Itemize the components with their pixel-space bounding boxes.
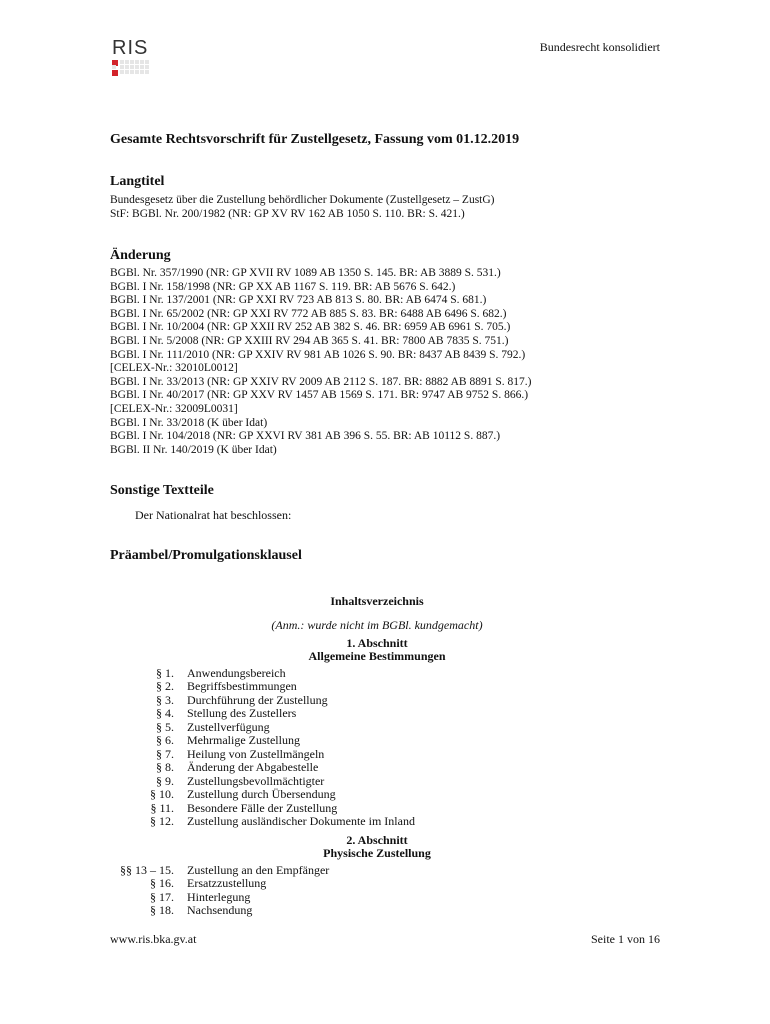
aenderung-heading: Änderung [110, 248, 171, 263]
langtitel-line: Bundesgesetz über die Zustellung behördlicher Dokumente (Zustellgesetz – ZustG) [110, 194, 495, 206]
logo-square [120, 65, 124, 69]
toc-entry-text: Mehrmalige Zustellung [187, 733, 300, 748]
toc-entry [110, 775, 415, 788]
toc-entry-text: Ersatzzustellung [187, 876, 267, 891]
header-label: Bundesrecht konsolidiert [539, 40, 660, 54]
toc-entry [110, 694, 415, 707]
aenderung-line: BGBl. I Nr. 65/2002 (NR: GP XXI RV 772 AB 885 S. 83. BR: 6488 AB 6496 S. 682.) [110, 307, 507, 320]
logo-square [145, 65, 149, 69]
langtitel-line: StF: BGBl. Nr. 200/1982 (NR: GP XV RV 162 AB 1050 S. 110. BR: S. 421.) [110, 207, 465, 220]
toc-entry-number: § 12. [150, 813, 174, 828]
toc-entry-text: Zustellung an den Empfänger [187, 863, 330, 877]
praeambel-heading: Präambel/Promulgationsklausel [110, 548, 302, 563]
logo-square [145, 70, 149, 74]
sonstige-text: Der Nationalrat hat beschlossen: [135, 508, 292, 522]
toc-list-section-2 [110, 864, 329, 918]
aenderung-line: [CELEX-Nr.: 32009L0031] [110, 402, 238, 415]
aenderung-line: BGBl. I Nr. 111/2010 (NR: GP XXIV RV 981 AB 1026 S. 90. BR: 8437 AB 8439 S. 792.) [110, 348, 526, 361]
toc-entry-number: § 1. [156, 666, 174, 680]
footer-url[interactable]: www.ris.bka.gv.at [110, 932, 197, 946]
logo-square [140, 60, 144, 64]
logo-square [135, 65, 139, 69]
toc-entry-number: § 4. [156, 706, 174, 721]
aenderung-line: BGBl. I Nr. 5/2008 (NR: GP XXIII RV 294 AB 365 S. 41. BR: 7800 AB 7835 S. 751.) [110, 334, 509, 347]
aenderung-line: [CELEX-Nr.: 32010L0012] [110, 362, 238, 375]
toc-entry-number: § 7. [156, 746, 174, 761]
toc-entry [110, 748, 415, 761]
aenderung-line: BGBl. I Nr. 33/2018 (K über Idat) [110, 416, 268, 429]
toc-entry-number: § 11. [150, 800, 174, 815]
logo-text: RIS [112, 37, 149, 59]
toc-entry-text: Zustellung ausländischer Dokumente im Inland [187, 813, 415, 828]
aenderung-block [110, 267, 531, 457]
aenderung-line: BGBl. Nr. 357/1990 (NR: GP XVII RV 1089 AB 1350 S. 145. BR: AB 3889 S. 531.) [110, 267, 501, 279]
logo-square [125, 60, 129, 64]
toc-entry [110, 891, 329, 904]
toc-entry [110, 815, 415, 828]
toc-entry-text: Begriffsbestimmungen [187, 679, 297, 694]
toc-section-label: 1. Abschnitt [346, 636, 408, 650]
page-title: Gesamte Rechtsvorschrift für Zustellgesetz, Fassung vom 01.12.2019 [110, 132, 520, 147]
toc-entry [110, 721, 415, 734]
logo-square [120, 70, 124, 74]
aenderung-line: BGBl. I Nr. 158/1998 (NR: GP XX AB 1167 S. 119. BR: AB 5676 S. 642.) [110, 280, 456, 293]
toc-entry-number: § 18. [150, 903, 174, 918]
toc-entry-text: Heilung von Zustellmängeln [187, 746, 325, 761]
toc-entry-text: Nachsendung [187, 903, 253, 918]
toc-entry [110, 761, 415, 774]
toc-entry-text: Zustellungsbevollmächtigter [187, 773, 325, 788]
toc-entry-text: Änderung der Abgabestelle [187, 760, 319, 775]
toc-entry-text: Besondere Fälle der Zustellung [187, 800, 338, 815]
langtitel-block [110, 194, 495, 221]
toc-entry-text: Hinterlegung [187, 889, 251, 904]
aenderung-line: BGBl. I Nr. 33/2013 (NR: GP XXIV RV 2009 AB 2112 S. 187. BR: 8882 AB 8891 S. 817.) [110, 375, 532, 388]
toc-entry-number: § 10. [150, 787, 174, 802]
aenderung-line: BGBl. I Nr. 10/2004 (NR: GP XXII RV 252 AB 382 S. 46. BR: 6959 AB 6961 S. 705.) [110, 321, 511, 334]
toc-entry-number: § 17. [150, 889, 174, 904]
logo-square [120, 60, 124, 64]
toc-entry [110, 680, 415, 693]
toc-entry [110, 904, 329, 917]
toc-entry-text: Durchführung der Zustellung [187, 692, 328, 707]
toc-entry [110, 877, 329, 890]
toc-entry-text: Zustellverfügung [187, 719, 270, 734]
aenderung-line: BGBl. I Nr. 137/2001 (NR: GP XXI RV 723 AB 813 S. 80. BR: AB 6474 S. 681.) [110, 294, 487, 307]
toc-entry [110, 864, 329, 877]
toc-entry [110, 802, 415, 815]
toc-entry-number: § 3. [156, 692, 174, 707]
toc-list-section-1 [110, 667, 415, 828]
logo-square [130, 60, 134, 64]
toc-entry-number: § 16. [150, 876, 174, 891]
toc-note: (Anm.: wurde nicht im BGBl. kundgemacht) [271, 618, 483, 632]
logo-square [135, 60, 139, 64]
sonstige-heading: Sonstige Textteile [110, 483, 214, 498]
aenderung-line: BGBl. I Nr. 40/2017 (NR: GP XXV RV 1457 AB 1569 S. 171. BR: 9747 AB 9752 S. 866.) [110, 389, 529, 402]
logo-square [130, 70, 134, 74]
langtitel-heading: Langtitel [110, 174, 165, 189]
logo-square [130, 65, 134, 69]
toc-entry [110, 667, 415, 680]
toc-section-name: Physische Zustellung [323, 846, 431, 860]
toc-entry-number: § 6. [156, 733, 174, 748]
logo-square [112, 65, 116, 69]
toc-entry-number: § 5. [156, 719, 174, 734]
toc-title: Inhaltsverzeichnis [330, 594, 424, 608]
logo-square [145, 60, 149, 64]
aenderung-line: BGBl. I Nr. 104/2018 (NR: GP XXVI RV 381 AB 396 S. 55. BR: AB 10112 S. 887.) [110, 430, 501, 443]
logo-square [125, 65, 129, 69]
toc-entry-text: Stellung des Zustellers [187, 706, 297, 721]
logo-square [140, 70, 144, 74]
toc-entry-number: § 2. [156, 679, 174, 694]
logo-square [112, 70, 118, 76]
logo-square [140, 65, 144, 69]
toc-entry-text: Anwendungsbereich [187, 666, 286, 680]
aenderung-line: BGBl. II Nr. 140/2019 (K über Idat) [110, 443, 277, 456]
logo-square [135, 70, 139, 74]
toc-entry-text: Zustellung durch Übersendung [187, 787, 336, 802]
ris-logo [112, 38, 148, 58]
page-number: Seite 1 von 16 [591, 932, 660, 946]
logo-square [125, 70, 129, 74]
toc-entry-number: §§ 13 – 15. [120, 863, 174, 877]
toc-section-label: 2. Abschnitt [346, 833, 408, 847]
toc-entry-number: § 9. [156, 773, 174, 788]
toc-entry [110, 734, 415, 747]
logo-grid-icon [112, 60, 152, 76]
toc-entry-number: § 8. [156, 760, 174, 775]
toc-section-name: Allgemeine Bestimmungen [308, 649, 446, 663]
toc-entry [110, 788, 415, 801]
toc-entry [110, 707, 415, 720]
